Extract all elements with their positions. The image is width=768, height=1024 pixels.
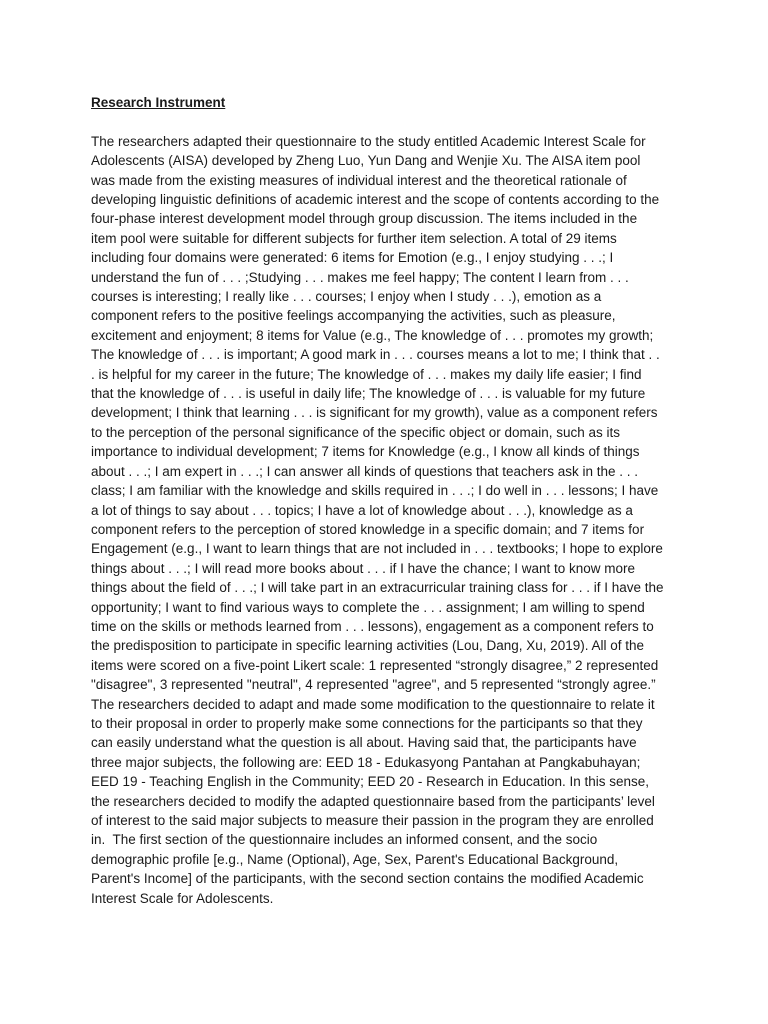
paragraph-line: development; I think that learning . . . is significant for my growth), value as a component refers [91,405,658,421]
paragraph-line: The researchers decided to adapt and made some modification to the questionnaire to relate it [91,696,655,712]
paragraph-line: items were scored on a five-point Likert scale: 1 represented “strongly disagree,” 2 represented [91,657,659,673]
paragraph-line: four-phase interest development model through group discussion. The items included in the [91,211,638,227]
paragraph-line: courses is interesting; I really like . . . courses; I enjoy when I study . . .), emotion as a [91,289,602,305]
paragraph-line: about . . .; I am expert in . . .; I can answer all kinds of questions that teachers ask in the . . . [91,463,639,479]
section-heading: Research Instrument [91,95,226,110]
paragraph-line: of interest to the said major subjects to measure their passion in the program they are enrolled [91,813,654,829]
paragraph-line: a lot of things to say about . . . topics; I have a lot of knowledge about . . .), knowledge as a [91,502,633,518]
paragraph-line: Interest Scale for Adolescents. [91,890,274,906]
paragraph-line: things about the field of . . .; I will take part in an extracurricular training class for . . . if I have the [91,580,664,596]
paragraph-line: component refers to the positive feelings accompanying the activities, such as pleasure, [91,308,616,324]
paragraph-line: Adolescents (AISA) developed by Zheng Luo, Yun Dang and Wenjie Xu. The AISA item pool [91,153,641,169]
paragraph-line: Parent's Income] of the participants, with the second section contains the modified Academic [91,871,644,887]
paragraph-line: three major subjects, the following are: EED 18 - Edukasyong Pantahan at Pangkabuhayan; [91,754,641,770]
paragraph-line: can easily understand what the question is all about. Having said that, the participants have [91,735,637,751]
paragraph-line: in. The first section of the questionnaire includes an informed consent, and the socio [91,832,598,848]
paragraph-line: things about . . .; I will read more books about . . . if I have the chance; I want to know more [91,560,636,576]
paragraph-line: "disagree", 3 represented "neutral", 4 represented "agree", and 5 represented “strongly agree.” [91,677,656,693]
paragraph-line: that the knowledge of . . . is useful in daily life; The knowledge of . . . is valuable for my future [91,386,646,402]
paragraph-line: demographic profile [e.g., Name (Optional), Age, Sex, Parent's Educational Background, [91,851,619,867]
paragraph-line: item pool were suitable for different subjects for further item selection. A total of 29 items [91,230,617,246]
paragraph-line: The researchers adapted their questionnaire to the study entitled Academic Interest Scale for [91,133,646,149]
paragraph-line: component refers to the perception of stored knowledge in a specific domain; and 7 items for [91,521,645,537]
paragraph-line: including four domains were generated: 6 items for Emotion (e.g., I enjoy studying . . .; I [91,250,614,266]
paragraph-line: understand the fun of . . . ;Studying . . . makes me feel happy; The content I learn from . . . [91,269,629,285]
body-paragraph [91,132,681,908]
document-page [91,93,681,908]
paragraph-line: . is helpful for my career in the future; The knowledge of . . . makes my daily life easier; I find [91,366,642,382]
paragraph-line: was made from the existing measures of individual interest and the theoretical rationale of [91,172,627,188]
paragraph-line: the researchers decided to modify the adapted questionnaire based from the participants’ level [91,793,655,809]
paragraph-line: importance to individual development; 7 items for Knowledge (e.g., I know all kinds of things [91,444,640,460]
paragraph-line: EED 19 - Teaching English in the Community; EED 20 - Research in Education. In this sense, [91,774,650,790]
paragraph-line: The knowledge of . . . is important; A good mark in . . . courses means a lot to me; I think that . . [91,347,660,363]
paragraph-line: to their proposal in order to properly make some connections for the participants so that they [91,715,643,731]
paragraph-line: to the perception of the personal significance of the specific object or domain, such as its [91,424,621,440]
paragraph-gap [91,112,681,131]
paragraph-line: the predisposition to participate in specific learning activities (Lou, Dang, Xu, 2019). All of the [91,638,645,654]
paragraph-line: time on the skills or methods learned from . . . lessons), engagement as a component refers to [91,618,654,634]
paragraph-line: Engagement (e.g., I want to learn things that are not included in . . . textbooks; I hope to explore [91,541,663,557]
paragraph-line: class; I am familiar with the knowledge and skills required in . . .; I do well in . . . lessons; I have [91,483,659,499]
paragraph-line: opportunity; I want to find various ways to complete the . . . assignment; I am willing to spend [91,599,645,615]
paragraph-line: developing linguistic definitions of academic interest and the scope of contents according to the [91,192,660,208]
paragraph-line: excitement and enjoyment; 8 items for Value (e.g., The knowledge of . . . promotes my growth; [91,327,654,343]
